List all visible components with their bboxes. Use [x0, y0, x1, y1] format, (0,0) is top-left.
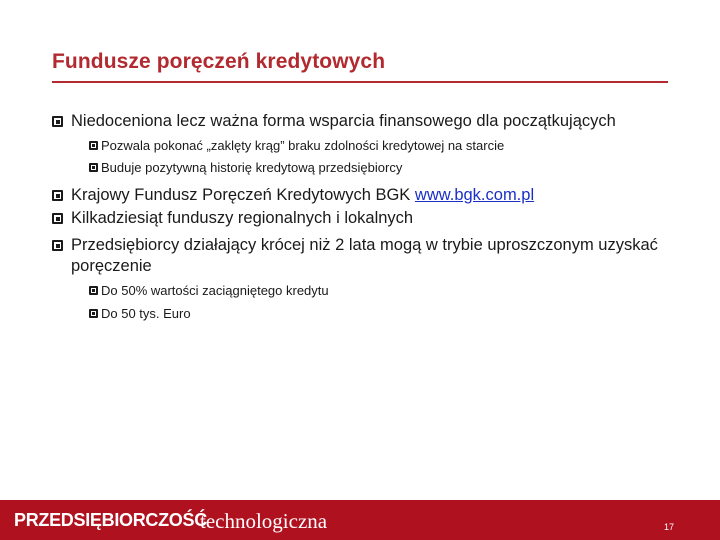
- brand-logo-light: technologiczna: [200, 509, 328, 533]
- bgk-website-link[interactable]: www.bgk.com.pl: [414, 186, 535, 204]
- sub-bullet-text: Pozwala pokonać „zaklęty krąg” braku zdolności kredytowej na starcie: [101, 138, 505, 153]
- sub-bullet-item: [89, 282, 329, 299]
- checkbox-bullet-icon: [52, 116, 63, 127]
- sub-bullet-item: [89, 305, 191, 322]
- checkbox-bullet-icon: [52, 190, 63, 201]
- title-underline: [52, 81, 668, 83]
- checkbox-bullet-icon: [89, 309, 98, 318]
- checkbox-bullet-icon: [52, 240, 63, 251]
- sub-bullet-item: [89, 137, 504, 154]
- bullet-item: [52, 185, 534, 206]
- bullet-item: [52, 235, 671, 277]
- sub-bullet-item: [89, 159, 402, 176]
- bullet-text: Kilkadziesiąt funduszy regionalnych i lokalnych: [71, 209, 414, 227]
- checkbox-bullet-icon: [52, 213, 63, 224]
- bullet-item: [52, 208, 413, 229]
- bullet-text: Przedsiębiorcy działający krócej niż 2 lata mogą w trybie uproszczonym uzyskać poręczenie: [71, 236, 658, 275]
- bullet-text: Niedoceniona lecz ważna forma wsparcia finansowego dla początkujących: [71, 112, 616, 130]
- checkbox-bullet-icon: [89, 163, 98, 172]
- bullet-text: Krajowy Fundusz Poręczeń Kredytowych BGK: [71, 186, 415, 204]
- checkbox-bullet-icon: [89, 141, 98, 150]
- checkbox-bullet-icon: [89, 286, 98, 295]
- page-number: 17: [664, 522, 675, 532]
- bullet-item: [52, 111, 616, 132]
- brand-logo-bold: PRZEDSIĘBIORCZOŚĆ: [14, 510, 207, 530]
- slide-title: Fundusze poręczeń kredytowych: [52, 50, 386, 73]
- sub-bullet-text: Do 50 tys. Euro: [101, 306, 191, 321]
- sub-bullet-text: Buduje pozytywną historię kredytową przedsiębiorcy: [101, 160, 403, 175]
- sub-bullet-text: Do 50% wartości zaciągniętego kredytu: [101, 283, 329, 298]
